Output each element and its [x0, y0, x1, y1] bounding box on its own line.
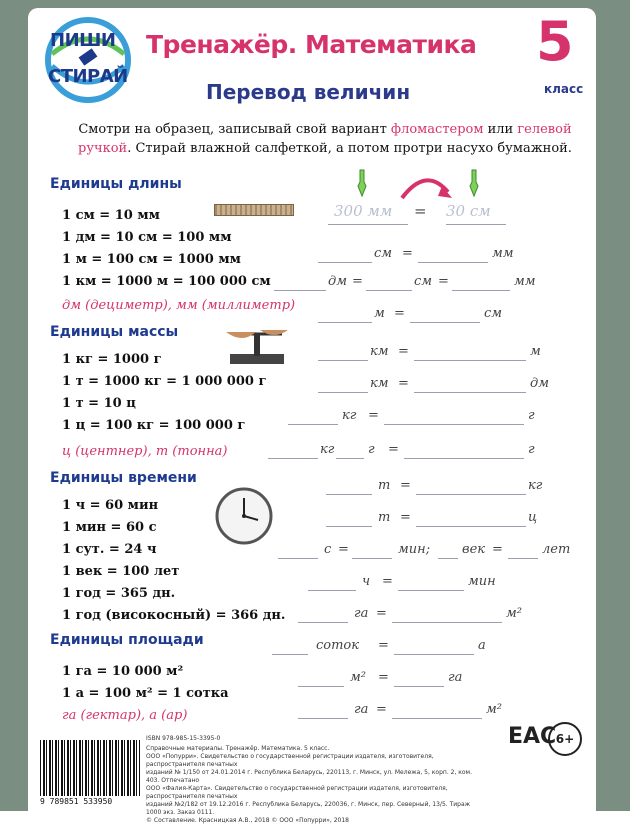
logo-text-bottom: СТИРАЙ [48, 66, 128, 87]
answer-field[interactable] [384, 424, 524, 425]
rule-time-3: 1 сут. = 24 ч [62, 542, 157, 557]
answer-field[interactable] [508, 558, 538, 559]
answer-field[interactable] [318, 360, 368, 361]
answer-field[interactable] [352, 558, 392, 559]
section-header-text: Единицы времени [50, 470, 197, 486]
age-rating: 6+ [548, 722, 582, 756]
unit-label: г [528, 442, 535, 457]
rule-time-5: 1 год = 365 дн. [62, 586, 176, 601]
trainer-card [28, 8, 596, 824]
answer-field[interactable] [318, 322, 372, 323]
note-mass: ц (центнер), т (тонна) [62, 444, 228, 459]
answer-field[interactable] [366, 290, 412, 291]
answer-field[interactable] [278, 558, 318, 559]
answer-field[interactable] [326, 526, 372, 527]
answer-field[interactable] [452, 290, 510, 291]
example-line [328, 224, 408, 225]
logo-text-top: ПИШИ [50, 30, 116, 51]
unit-label: мин; [398, 542, 431, 557]
page-subtitle: Перевод величин [206, 80, 411, 104]
answer-field[interactable] [394, 654, 474, 655]
answer-field[interactable] [392, 718, 482, 719]
equals-sign: = [378, 638, 389, 653]
grade-number: 5 [536, 10, 574, 73]
barcode-number: 9 789851 533950 [40, 797, 113, 806]
equals-sign: = [438, 274, 449, 289]
marker-icon [466, 168, 482, 198]
answer-field[interactable] [318, 262, 372, 263]
grade-label: класс [544, 82, 584, 96]
instruction-text [70, 120, 580, 158]
section-header-area [42, 632, 212, 652]
rule-length-4: 1 км = 1000 м = 100 000 см [62, 274, 271, 289]
rule-length-2: 1 дм = 10 см = 100 мм [62, 230, 232, 245]
unit-label: дм [530, 376, 550, 391]
example-equals: = [414, 202, 427, 220]
barcode-icon [40, 740, 140, 796]
unit-label: ч [362, 574, 371, 589]
rule-mass-4: 1 ц = 100 кг = 100 000 г [62, 418, 246, 433]
note-area: га (гектар), а (ар) [62, 708, 188, 723]
answer-field[interactable] [418, 262, 488, 263]
answer-field[interactable] [274, 290, 326, 291]
instruction-part: . Стирай влажной салфеткой, а потом протри насухо бумажной. [127, 141, 572, 156]
unit-label: мм [514, 274, 536, 289]
unit-label: см [414, 274, 433, 289]
unit-label: с [324, 542, 332, 557]
equals-sign: = [402, 246, 413, 261]
rule-area-1: 1 га = 10 000 м² [62, 664, 184, 679]
unit-label: г [368, 442, 375, 457]
isbn: ISBN 978-985-15-3395-0 [146, 735, 221, 742]
unit-label: т [378, 478, 391, 493]
equals-sign: = [368, 408, 379, 423]
rule-length-1: 1 см = 10 мм [62, 208, 160, 223]
answer-field[interactable] [416, 494, 526, 495]
equals-sign: = [378, 670, 389, 685]
rule-time-6: 1 год (високосный) = 366 дн. [62, 608, 286, 623]
clock-icon [214, 486, 274, 546]
answer-field[interactable] [414, 360, 526, 361]
unit-label: км [370, 344, 389, 359]
answer-field[interactable] [416, 526, 526, 527]
imprint-line: ООО «Попурри». Свидетельство о государственной регистрации издателя, изготовителя, распространителя печатных [146, 753, 434, 768]
imprint-line: Справочные материалы. Тренажёр. Математика. 5 класс. [146, 745, 330, 752]
rule-mass-1: 1 кг = 1000 г [62, 352, 162, 367]
curved-arrow-icon [398, 172, 458, 202]
equals-sign: = [394, 306, 405, 321]
imprint-line: изданий № 1/150 от 24.01.2014 г. Республика Беларусь, 220113, г. Минск, ул. Мележа, 5, корп. 2, ком. 403. Отпечатано [146, 769, 472, 784]
section-header-text: Единицы длины [50, 176, 182, 192]
unit-label: см [484, 306, 503, 321]
equals-sign: = [382, 574, 393, 589]
answer-field[interactable] [438, 558, 458, 559]
rule-mass-2: 1 т = 1000 кг = 1 000 000 г [62, 374, 267, 389]
answer-field[interactable] [298, 718, 348, 719]
answer-field[interactable] [298, 622, 348, 623]
unit-label: г [528, 408, 535, 423]
equals-sign: = [388, 442, 399, 457]
imprint-line: ООО «Фалия-Карта». Свидетельство о государственной регистрации издателя, изготовителя, распространителя печатных [146, 785, 448, 800]
unit-label: кг [320, 442, 335, 457]
answer-field[interactable] [336, 458, 364, 459]
equals-sign: = [400, 478, 411, 493]
instruction-part: Смотри на образец, записывай свой вариант [78, 122, 391, 137]
rule-time-4: 1 век = 100 лет [62, 564, 180, 579]
answer-field[interactable] [392, 622, 502, 623]
unit-label: га [354, 702, 369, 717]
equals-sign: = [398, 344, 409, 359]
section-header-mass [42, 324, 186, 344]
equals-sign: = [376, 702, 387, 717]
equals-sign: = [376, 606, 387, 621]
logo-icon [40, 14, 136, 106]
rule-length-3: 1 м = 100 см = 1000 мм [62, 252, 241, 267]
answer-field[interactable] [288, 424, 338, 425]
equals-sign: = [352, 274, 363, 289]
rule-time-1: 1 ч = 60 мин [62, 498, 159, 513]
unit-label: мм [492, 246, 514, 261]
unit-label: м [530, 344, 541, 359]
unit-label: га [448, 670, 463, 685]
note-length: дм (дециметр), мм (миллиметр) [62, 298, 296, 313]
instruction-highlight-pen: гелевой ручкой [78, 122, 572, 156]
unit-label: см [374, 246, 393, 261]
equals-sign: = [492, 542, 503, 557]
example-left: 300 мм [334, 202, 393, 220]
answer-field[interactable] [268, 458, 318, 459]
unit-label: соток [316, 638, 360, 653]
unit-label: км [370, 376, 389, 391]
instruction-highlight-marker: фломастером [390, 122, 484, 137]
rule-time-2: 1 мин = 60 с [62, 520, 157, 535]
rule-area-2: 1 а = 100 м² = 1 сотка [62, 686, 229, 701]
unit-label: т [378, 510, 391, 525]
example-line [446, 224, 506, 225]
eac-mark: EAC [508, 724, 557, 749]
unit-label: кг [342, 408, 357, 423]
answer-field[interactable] [272, 654, 308, 655]
unit-label: мин [468, 574, 496, 589]
answer-field[interactable] [398, 590, 464, 591]
answer-field[interactable] [414, 392, 526, 393]
answer-field[interactable] [298, 686, 344, 687]
unit-label: дм [328, 274, 348, 289]
unit-label: ц [528, 510, 538, 525]
scales-icon [224, 320, 290, 366]
imprint-line: изданий №2/182 от 19.12.2016 г. Республика Беларусь, 220036, г. Минск, пер. Северный, 13/5. Тираж 1000 экз. Заказ 0111. [146, 801, 471, 816]
unit-label: век [462, 542, 486, 557]
section-header-text: Единицы массы [50, 324, 179, 340]
section-header-length [42, 176, 190, 196]
answer-field[interactable] [404, 458, 524, 459]
ruler-icon [214, 204, 294, 216]
unit-label: га [354, 606, 369, 621]
imprint-text [146, 745, 476, 825]
answer-field[interactable] [394, 686, 444, 687]
answer-field[interactable] [318, 392, 368, 393]
equals-sign: = [338, 542, 349, 557]
section-header-text: Единицы площади [50, 632, 204, 648]
unit-label: м² [506, 606, 522, 621]
section-header-time [42, 470, 205, 490]
equals-sign: = [398, 376, 409, 391]
page-title: Тренажёр. Математика [146, 30, 477, 59]
unit-label: лет [542, 542, 571, 557]
example-right: 30 см [446, 202, 491, 220]
unit-label: кг [528, 478, 543, 493]
rule-mass-3: 1 т = 10 ц [62, 396, 136, 411]
unit-label: м² [350, 670, 366, 685]
unit-label: а [478, 638, 486, 653]
answer-field[interactable] [326, 494, 372, 495]
unit-label: м [374, 306, 385, 321]
imprint-line: © Составление. Красницкая А.В., 2018 © ООО «Попурри», 2018 [146, 817, 350, 824]
answer-field[interactable] [308, 590, 356, 591]
instruction-part: или [483, 122, 518, 137]
answer-field[interactable] [410, 322, 480, 323]
unit-label: м² [486, 702, 502, 717]
marker-icon [354, 168, 370, 198]
equals-sign: = [400, 510, 411, 525]
